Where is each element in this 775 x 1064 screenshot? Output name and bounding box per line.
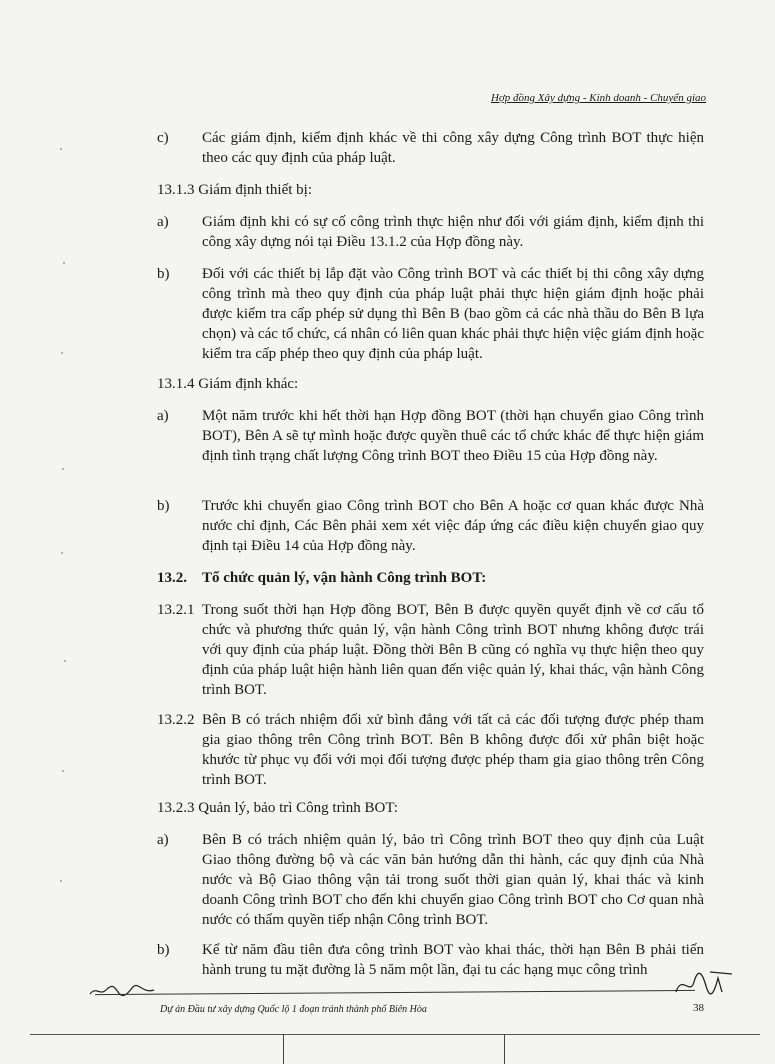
section-heading-13-1-4: 13.1.4 Giám định khác:: [157, 376, 299, 392]
paragraph-13-2-2: [157, 710, 704, 790]
item-text: Kể từ năm đầu tiên đưa công trình BOT vào khai thác, thời hạn Bên B phải tiến hành trung tu mặt đường là 5 năm một lần, đại tu các hạng mục công trình: [202, 942, 704, 978]
footer-rule: [95, 990, 695, 995]
section-heading-13-2: [157, 568, 486, 588]
handwritten-signature: [672, 968, 734, 1000]
item-label: a): [157, 832, 169, 848]
scan-speck: [60, 148, 62, 150]
item-text: Giám định khi có sự cố công trình thực hiện như đối với giám định, kiểm định thi công xây dựng nói tại Điều 13.1.2 của Hợp đồng này.: [202, 214, 704, 250]
paragraph-text: Bên B có trách nhiệm đối xử bình đẳng với tất cả các đối tượng được phép tham gia giao thông trên Công trình BOT. Bên B không được đối xử phân biệt hoặc khước từ phục vụ đối với mọi đối tượng được phép tham gia giao thông trên Công trình BOT.: [202, 712, 704, 788]
scan-speck: [64, 660, 66, 662]
page-number: 38: [693, 1002, 704, 1014]
item-label: b): [157, 942, 170, 958]
item-text: Một năm trước khi hết thời hạn Hợp đồng BOT (thời hạn chuyển giao Công trình BOT), Bên A sẽ tự mình hoặc được quyền thuê các tổ chức khác để thực hiện giám định tình trạng chất lượng Công trình BOT theo Điều 15 của Hợp đồng này.: [202, 408, 704, 464]
paragraph-number: 13.2.2: [157, 712, 195, 728]
item-text: Các giám định, kiểm định khác về thi công xây dựng Công trình BOT thực hiện theo các quy định của pháp luật.: [202, 130, 704, 166]
section-number: 13.2.: [157, 570, 187, 586]
footer-project-name: Dự án Đầu tư xây dựng Quốc lộ 1 đoạn tránh thành phố Biên Hòa: [160, 1004, 427, 1015]
item-text: Bên B có trách nhiệm quản lý, bảo trì Công trình BOT theo quy định của Luật Giao thông đường bộ và các văn bản hướng dẫn thi hành, các quy định của Nhà nước và Bộ Giao thông vận tải trong suốt thời gian quản lý, khai thác và kinh doanh Công trình BOT cho đến khi chuyển giao Công trình BOT cho Cơ quan nhà nước có thẩm quyền tiếp nhận Công trình BOT.: [202, 832, 704, 928]
item-label: b): [157, 266, 170, 282]
section-heading-13-1-3: 13.1.3 Giám định thiết bị:: [157, 182, 312, 198]
scan-speck: [60, 880, 62, 882]
scan-speck: [61, 352, 63, 354]
paragraph-text: Trong suốt thời hạn Hợp đồng BOT, Bên B được quyền quyết định về cơ cấu tổ chức và phương thức quản lý, vận hành Công trình BOT nhưng không được trái với quy định của pháp luật. Đồng thời Bên B cũng có nghĩa vụ thực hiện theo quy định của pháp luật hiện hành liên quan đến việc quản lý, khai thác, vận hành Công trình BOT.: [202, 602, 704, 698]
binding-tab: [283, 1034, 505, 1064]
item-label: b): [157, 498, 170, 514]
item-label: a): [157, 214, 169, 230]
item-text: Đối với các thiết bị lắp đặt vào Công trình BOT và các thiết bị thi công xây dựng công trình mà theo quy định của pháp luật phải thực hiện giám định hoặc phải được kiểm tra cấp phép sử dụng thì Bên B (bao gồm cả các nhà thầu do Bên B lựa chọn) và các tổ chức, cá nhân có liên quan khác phải thực hiện việc giám định hoặc kiểm tra cấp phép theo quy định của pháp luật.: [202, 266, 704, 362]
section-heading-13-2-3: 13.2.3 Quản lý, bảo trì Công trình BOT:: [157, 800, 398, 816]
running-header: Hợp đồng Xây dựng - Kinh doanh - Chuyển giao: [490, 92, 706, 104]
section-title: Tổ chức quản lý, vận hành Công trình BOT:: [202, 570, 487, 586]
paragraph-13-2-1: [157, 600, 704, 700]
item-label: c): [157, 130, 169, 146]
scan-speck: [62, 468, 64, 470]
scan-speck: [62, 770, 64, 772]
item-text: Trước khi chuyển giao Công trình BOT cho Bên A hoặc cơ quan khác được Nhà nước chỉ định, Các Bên phải xem xét việc đáp ứng các điều kiện chuyển giao quy định tại Điều 14 của Hợp đồng này.: [202, 498, 704, 554]
scan-speck: [63, 262, 65, 264]
handwritten-initials-left: [88, 982, 158, 1000]
item-label: a): [157, 408, 169, 424]
paragraph-number: 13.2.1: [157, 602, 195, 618]
scan-speck: [61, 552, 63, 554]
